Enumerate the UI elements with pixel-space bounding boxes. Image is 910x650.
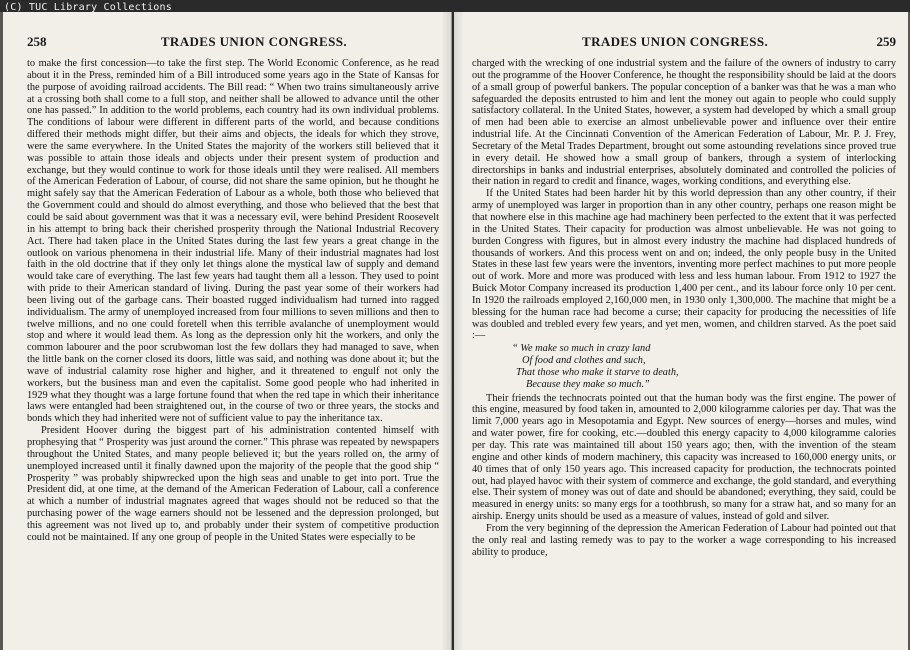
right-paragraph-1: charged with the wrecking of one industrial system and the failure of the owners of industry to carry out the programme of the Hoover Conference, he thought the responsibility should be laid at the doors of a small group of powerful bankers. The popular conception of a banker was that he was a man who safeguarded the deposits entrusted to him and lent the money out again to people who could supply satisfactory collateral. In the United States, however, a system had developed by which a small group of men had been able to exercise an almost unbelievable power and influence over their entire industrial life. At the Cincinnati Convention of the American Federation of Labour, Mr. P. J. Frey, Secretary of the Metal Trades Department, brought out some astounding revelations since proved true in every detail. He showed how a small group of bankers, through a system of interlocking directorships in banks and industrial enterprises, absolutely dominated and controlled the policies of their nation in regard to credit and finance, wages, working conditions, and everything else. bbox=[472, 58, 896, 188]
right-page bbox=[454, 12, 910, 650]
left-page-edge bbox=[0, 12, 3, 650]
right-paragraph-4: From the very beginning of the depression the American Federation of Labour had pointed out that the only real and lasting remedy was to pay to the worker a wage corresponding to his increased ability to produce, bbox=[472, 522, 896, 558]
left-paragraph-1: to make the first concession—to take the first step. The World Economic Conference, as he read about it in the Press, reminded him of a Bill introduced some years ago in the State of Kansas for the purpose of avoiding railroad accidents. The Bill read: “ When two trains simultaneously arrive at a crossing both shall come to a full stop, and neither shall be allowed to advance until the other one has passed.” In addition to the world problems, each country had its own individual problems. The conditions of labour were different in different parts of the world, and because conditions differed their methods might differ, but their aims and objects, the ideals for which they strove, were the same everywhere. In the United States the majority of the workers still believed that it was possible to attain those ideals and objects under their present system of production and exchange, but they would continue to work for those ideals until they were realised. All members of the American Federation of Labour, of course, did not share the same opinion, but he thought he might safely say that the American Federation of Labour as a whole, both those who believed that the Government could and should do almost everything, and those who believed that the best that could be said about government was that it was a necessary evil, were behind President Roosevelt in his attempt to bring back their cherished prosperity through the National Industrial Recovery Act. There had taken place in the United States during the last few years a great change in the outlook on various phenomena in their industrial life. Many of their industrial magnates had lost faith in the old doctrine that if they only let things alone the mystical law of supply and demand would take care of everything. The last few years had taught them all a lesson. They used to point with pride to their American standard of living. During the past year some of their workers had been living out of the garbage cans. Their boasted rugged individualism had turned into ragged individualism. The army of unemployed increased from four millions to seven millions and then to twelve millions, and no one could foretell when this terrible avalanche of unemployment would stop and where it would lead them. As long as the depression only hit the workers, and only the common labourer and the poor scrubwoman lost the few dollars they had managed to save, when the little bank on the corner closed its doors, little was said, and nothing was done about it; but the wave of industrial calamity rose higher and higher, and it threatened to engulf not only the workers, but the business man and even the capitalist. Some good people who had inherited in 1929 what they thought was a large fortune found that when the red tape in which their inheritance laws were entangled had been straightened out, in the course of two or three years, the stocks and bonds which they had inherited were not of sufficient value to pay the inheritance tax. bbox=[27, 58, 439, 425]
poem-quote bbox=[512, 343, 896, 390]
left-paragraph-2: President Hoover during the biggest part of his administration contented himself with prophesying that “ Prosperity was just around the corner.” This phrase was repeated by newspapers throughout the United States, and many people believed it; but the years rolled on, the army of unemployed increased until it finally dawned upon the majority of the people that the good ship “ Prosperity ” was probably shipwrecked upon the high seas and unable to get into port. True the President did, at one time, at the demand of the American Federation of Labour, call a conference at which a number of industrial magnates agreed that wages should not be reduced so that the purchasing power of the wage earners should not be lessened and the depression prolonged, but this agreement was not lived up to, and probably under their system of competitive production could not be maintained. If any one group of people in the United States were especially to be bbox=[27, 425, 439, 543]
poem-line-3: That those who make it starve to death, bbox=[516, 366, 679, 378]
right-page-header bbox=[472, 34, 896, 52]
book-spread bbox=[0, 12, 910, 650]
left-page-header bbox=[27, 34, 439, 52]
gutter-shadow-left bbox=[441, 12, 451, 650]
right-page-number: 259 bbox=[876, 34, 896, 49]
left-running-head: TRADES UNION CONGRESS. bbox=[160, 34, 347, 49]
right-running-head: TRADES UNION CONGRESS. bbox=[582, 34, 769, 49]
left-page bbox=[0, 12, 452, 650]
poem-line-1: “ We make so much in crazy land bbox=[512, 343, 651, 355]
copyright-watermark: (C) TUC Library Collections bbox=[4, 2, 172, 13]
poem-line-2: Of food and clothes and such, bbox=[522, 355, 646, 367]
right-paragraph-3: Their friends the technocrats pointed out that the human body was the first engine. The power of this engine, measured by food taken in, amounted to 2,000 kilogramme calories per day. That was the limit 7,000 years ago in Mesopotamia and Egypt. New sources of energy—horses and mules, wind and water power, fire for cooking, etc.—doubled this energy capacity to 4,000 kilogramme calories per day. This rate was maintained till about 150 years ago; then, with the invention of the steam engine and other kinds of modern machinery, this capacity was increased to 160,000 energy units, or 40 times that of only 150 years ago. This increased capacity for production, the technocrats pointed out, had played havoc with their system of commerce and exchange, the gold standard, and everything else. Their system of money was out of date and should be abandoned; everything, they said, could be measured in energy units: so many ergs for a toothbrush, so many for a straw hat, and so many for an airship. Energy units should be used as a measure of values, instead of gold and silver. bbox=[472, 392, 896, 523]
left-page-number: 258 bbox=[27, 34, 47, 49]
left-page-body bbox=[27, 58, 439, 544]
right-paragraph-2: If the United States had been harder hit by this world depression than any other country, if their army of unemployed was larger in proportion than in any other country, perhaps one reason might be that nowhere else in this machine age had machinery been perfected to the extent that it was perfected in the United States. Their capacity for production was almost unbelievable. He was not going to burden Congress with figures, but in almost every industry the machine had displaced hundreds of thousands of workers. And this process went on and on; indeed, the only people busy in the United States in these last few years were the inventors, inventing more perfect machines to put more people out of work. More and more was produced with less and less human labour. From 1912 to 1927 the Buick Motor Company increased its production 1,400 per cent., and its labour force only 10 per cent. In 1920 the railroads employed 2,160,000 men, in 1930 only 1,300,000. The machine that might be a blessing for the human race had become a curse; their capacity for producing the necessities of life was doubled and trebled every few years, and yet men, women, and children starved. As the poet said :— bbox=[472, 188, 896, 342]
gutter-shadow-right bbox=[454, 12, 464, 650]
poem-line-4: Because they make so much.” bbox=[526, 378, 650, 390]
right-page-body bbox=[472, 58, 896, 558]
